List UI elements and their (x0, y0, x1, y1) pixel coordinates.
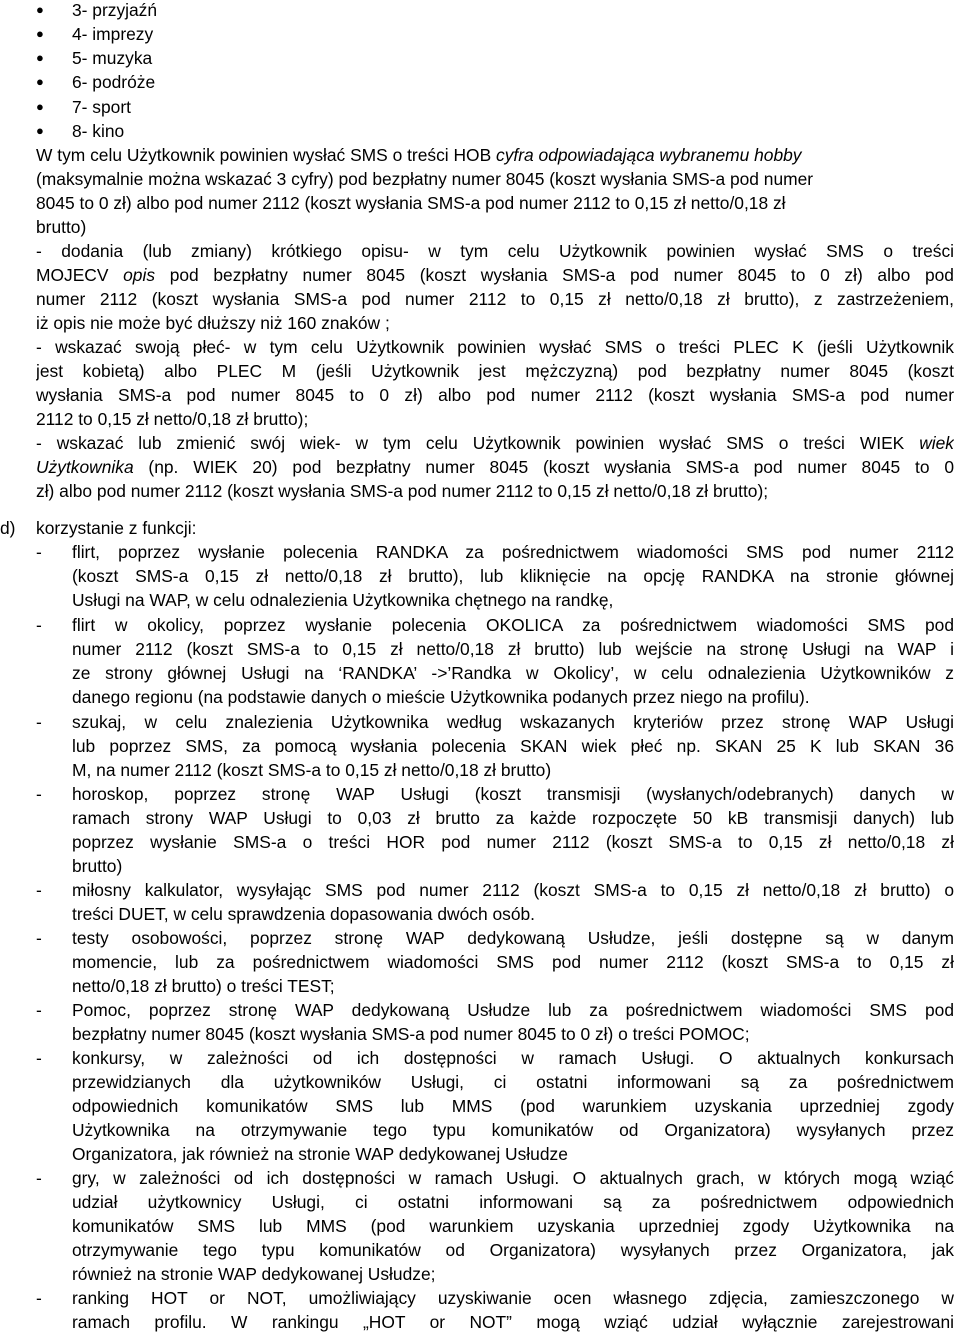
list-item-line: Organizatora, jak również na stronie WAP dedykowanej Usłudze (72, 1144, 568, 1164)
list-item-line: M, na numer 2112 (koszt SMS-a to 0,15 zł netto/0,18 zł brutto) (72, 760, 552, 780)
paragraph-line: - dodania (lub zmiany) krótkiego opisu- w tym celu Użytkownik powinien wysłać SMS o treści (36, 241, 954, 261)
paragraph-line: iż opis nie może być dłuższy niż 160 znaków ; (36, 313, 390, 333)
list-item-line: ramach strony WAP Usługi to 0,03 zł brutto za każde rozpoczęte 50 kB transmisji danych) lub (72, 808, 954, 828)
list-item-line: brutto) (72, 856, 123, 876)
text-run: (np. WIEK 20) pod bezpłatny numer 8045 (koszt wysłania SMS-a pod numer 8045 to 0 (133, 457, 954, 477)
paragraph-line: - wskazać swoją płeć- w tym celu Użytkownik powinien wysłać SMS o treści PLEC K (jeśli Użytkownik (36, 337, 954, 357)
italic-text: wiek (919, 433, 954, 453)
paragraph-line: (maksymalnie można wskazać 3 cyfry) pod bezpłatny numer 8045 (koszt wysłania SMS-a pod numer (36, 169, 814, 189)
list-item: 3- przyjaźń (72, 0, 158, 20)
paragraph-line (36, 455, 954, 479)
italic-text: Użytkownika (36, 457, 134, 477)
list-item-line: ze strony głównej Usługi na ‘RANDKA’ ->’Randka w Okolicy’, w celu odnalezienia Użytkowników z (72, 663, 954, 683)
list-item-line: (koszt SMS-a 0,15 zł netto/0,18 zł brutto), lub kliknięcie na opcję RANDKA na stronie głównej (72, 566, 954, 586)
list-item: 4- imprezy (72, 24, 154, 44)
dash-marker: - (36, 542, 42, 562)
list-item-line: flirt, poprzez wysłanie polecenia RANDKA za pośrednictwem wiadomości SMS pod numer 2112 (72, 542, 954, 562)
list-item-line: flirt w okolicy, poprzez wysłanie polecenia OKOLICA za pośrednictwem wiadomości SMS pod (72, 615, 954, 635)
paragraph-line: jest kobietą) albo PLEC M (jeśli Użytkownik jest mężczyzną) pod bezpłatny numer 8045 (koszt (36, 361, 954, 381)
list-item-line: horoskop, poprzez stronę WAP Usługi (koszt transmisji (wysłanych/odebranych) danych w (72, 784, 954, 804)
dash-marker: - (36, 615, 42, 635)
list-item-line: odpowiednich komunikatów SMS lub MMS (pod warunkiem uzyskania uprzedniej zgody (72, 1096, 954, 1116)
list-item-line: bezpłatny numer 8045 (koszt wysłania SMS-a pod numer 8045 to 0 zł) o treści POMOC; (72, 1024, 750, 1044)
section-label: d) (0, 518, 16, 538)
list-item: 7- sport (72, 97, 131, 117)
paragraph-line (36, 263, 954, 287)
dash-marker: - (36, 712, 42, 732)
bullet-dot: ● (36, 74, 44, 89)
bullet-dot: ● (36, 26, 44, 41)
italic-text: cyfra odpowiadająca wybranemu hobby (496, 145, 802, 165)
list-item-line: netto/0,18 zł brutto) o treści TEST; (72, 976, 335, 996)
list-item: 8- kino (72, 121, 125, 141)
list-item-line: testy osobowości, poprzez stronę WAP dedykowaną Usłudze, jeśli dostępne są w danym (72, 928, 954, 948)
dash-marker: - (36, 880, 42, 900)
paragraph-line (36, 143, 802, 167)
dash-marker: - (36, 1000, 42, 1020)
list-item-line: Użytkownika na otrzymywanie tego typu komunikatów od Organizatora) wysyłanych przez (72, 1120, 954, 1140)
list-item-line: komunikatów SMS lub MMS (pod warunkiem uzyskania uprzedniej zgody Użytkownika na (72, 1216, 954, 1236)
dash-marker: - (36, 928, 42, 948)
section-heading: korzystanie z funkcji: (36, 518, 197, 538)
dash-marker: - (36, 1288, 42, 1308)
list-item-line: otrzymywanie tego typu komunikatów od Organizatora) wysyłanych przez Organizatora, jak (72, 1240, 954, 1260)
list-item-line: szukaj, w celu znalezienia Użytkownika według wskazanych kryteriów przez stronę WAP Usługi (72, 712, 954, 732)
list-item-line: poprzez wysłanie SMS-a o treści HOR pod numer 2112 (koszt SMS-a to 0,15 zł netto/0,18 zł (72, 832, 954, 852)
list-item-line: numer 2112 (koszt SMS-a to 0,15 zł netto/0,18 zł brutto) lub wejście na stronę Usługi na WAP i (72, 639, 954, 659)
list-item: 6- podróże (72, 72, 156, 92)
paragraph-line: zł) albo pod numer 2112 (koszt wysłania SMS-a pod numer 2112 to 0,15 zł netto/0,18 zł brutto); (36, 481, 769, 501)
list-item-line: przewidzianych dla użytkowników Usługi, ci ostatni informowani są za pośrednictwem (72, 1072, 954, 1092)
list-item-line: treści DUET, w celu sprawdzenia dopasowania dwóch osób. (72, 904, 536, 924)
dash-marker: - (36, 1048, 42, 1068)
paragraph-line: brutto) (36, 217, 87, 237)
paragraph-line: 8045 to 0 zł) albo pod numer 2112 (koszt wysłania SMS-a pod numer 2112 to 0,15 zł netto/0,18 zł (36, 193, 786, 213)
list-item-line: gry, w zależności od ich dostępności w ramach Usługi. O aktualnych grach, w których mogą wziąć (72, 1168, 954, 1188)
text-run: MOJECV (36, 265, 124, 285)
bullet-dot: ● (36, 50, 44, 65)
paragraph-line: 2112 to 0,15 zł netto/0,18 zł brutto); (36, 409, 309, 429)
paragraph-line: numer 2112 (koszt wysłania SMS-a pod numer 2112 to 0,15 zł netto/0,18 zł brutto), z zastrzeżeniem, (36, 289, 954, 309)
list-item-line: momencie, lub za pośrednictwem wiadomości SMS pod numer 2112 (koszt SMS-a to 0,15 zł (72, 952, 954, 972)
list-item-line: również na stronie WAP dedykowanej Usłudze; (72, 1264, 436, 1284)
list-item-line: konkursy, w zależności od ich dostępności w ramach Usługi. O aktualnych konkursach (72, 1048, 954, 1068)
paragraph-line (36, 431, 954, 455)
list-item-line: danego regionu (na podstawie danych o mieście Użytkownika podanych przez niego na profilu). (72, 687, 810, 707)
list-item-line: udział użytkownicy Usługi, ci ostatni informowani są za pośrednictwem odpowiednich (72, 1192, 954, 1212)
text-run: pod bezpłatny numer 8045 (koszt wysłania SMS-a pod numer 8045 to 0 zł) albo pod (155, 265, 954, 285)
text-run: W tym celu Użytkownik powinien wysłać SMS o treści HOB (36, 145, 497, 165)
list-item-line: lub poprzez SMS, za pomocą wysłania polecenia SKAN wiek płeć np. SKAN 25 K lub SKAN 36 (72, 736, 954, 756)
paragraph-line: wysłania SMS-a pod numer 8045 to 0 zł) albo pod numer 2112 (koszt wysłania SMS-a pod numer (36, 385, 954, 405)
dash-marker: - (36, 784, 42, 804)
text-run: - wskazać lub zmienić swój wiek- w tym celu Użytkownik powinien wysłać SMS o treści WIEK (36, 433, 920, 453)
list-item-line: miłosny kalkulator, wysyłając SMS pod numer 2112 (koszt SMS-a to 0,15 zł netto/0,18 zł brutto) o (72, 880, 954, 900)
list-item-line: ranking HOT or NOT, umożliwiający uzyskiwanie ocen własnego zdjęcia, zamieszczonego w (72, 1288, 954, 1308)
bullet-dot: ● (36, 2, 44, 17)
bullet-dot: ● (36, 99, 44, 114)
dash-marker: - (36, 1168, 42, 1188)
list-item: 5- muzyka (72, 48, 153, 68)
list-item-line: Usługi na WAP, w celu odnalezienia Użytkownika chętnego na randkę, (72, 590, 614, 610)
bullet-dot: ● (36, 123, 44, 138)
list-item-line: Pomoc, poprzez stronę WAP dedykowaną Usłudze lub za pośrednictwem wiadomości SMS pod (72, 1000, 954, 1020)
italic-text: opis (123, 265, 156, 285)
list-item-line: ramach profilu. W rankingu „HOT or NOT” mogą wziąć udział wyłącznie zarejestrowani (72, 1312, 954, 1332)
